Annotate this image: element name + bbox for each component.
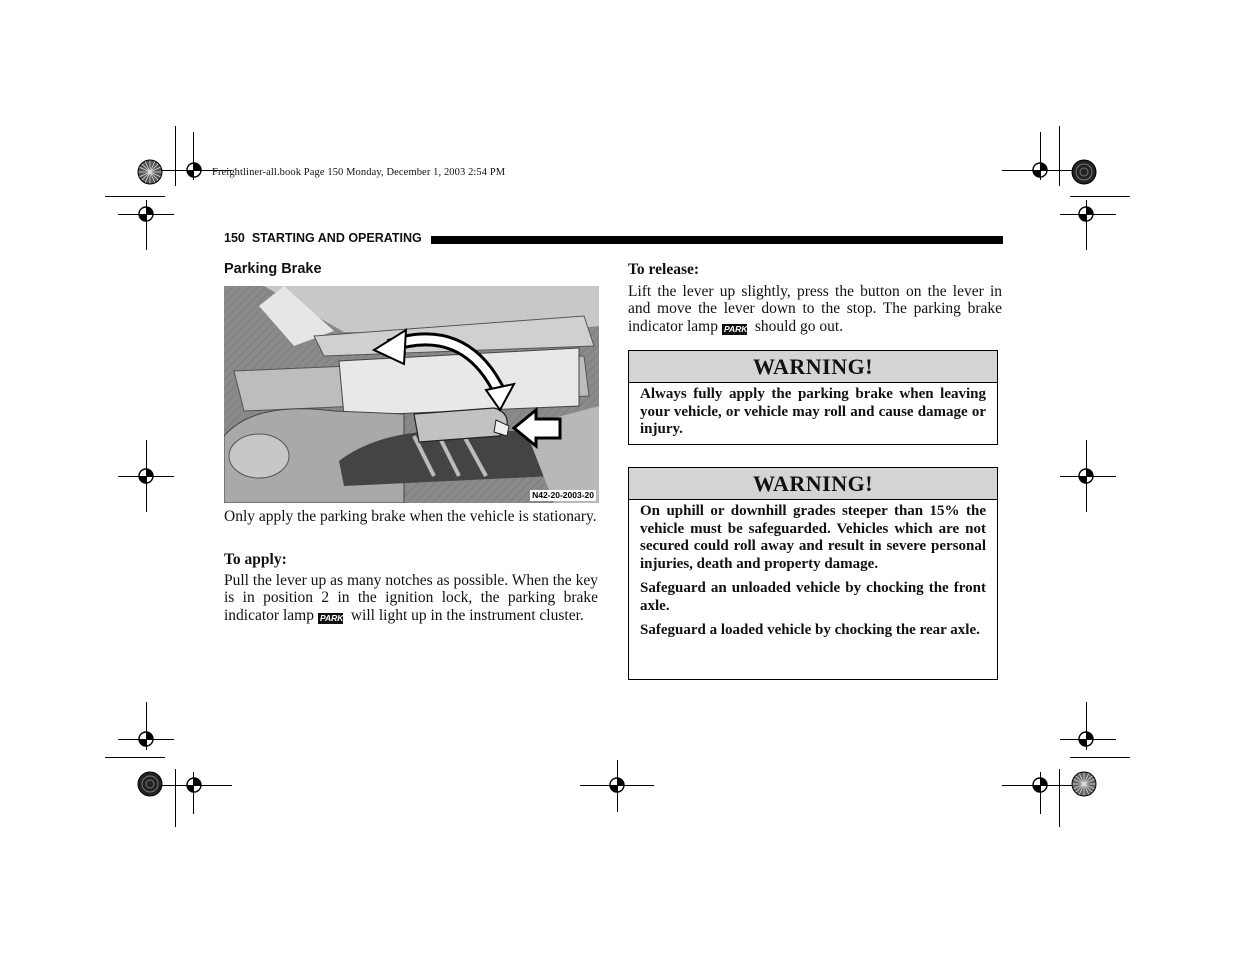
intro-paragraph: Only apply the parking brake when the vehicle is stationary. — [224, 508, 597, 525]
section-name: STARTING AND OPERATING — [251, 231, 422, 245]
color-rosette-icon — [137, 159, 163, 185]
registration-mark-icon — [184, 160, 204, 180]
color-rosette-icon — [137, 771, 163, 797]
running-header — [224, 231, 422, 245]
release-paragraph — [628, 283, 1002, 335]
apply-text-1: Pull the lever up as many notches as possible. When the key is in position 2 in the ignition lock, the parking brake indicator lamp — [224, 572, 598, 624]
registration-mark-icon — [184, 775, 204, 795]
figure-id: N42-20-2003-20 — [532, 490, 594, 500]
warning-box-1 — [628, 350, 998, 445]
registration-mark-icon — [1076, 204, 1096, 224]
apply-heading: To apply: — [224, 551, 287, 568]
warning-box-2 — [628, 467, 998, 680]
registration-mark-icon — [136, 466, 156, 486]
file-info: Freightliner-all.book Page 150 Monday, December 1, 2003 2:54 PM — [212, 167, 506, 178]
warning-text: Safeguard a loaded vehicle by chocking the rear axle. — [640, 622, 980, 638]
registration-mark-icon — [1030, 160, 1050, 180]
park-indicator-icon: PARK — [723, 323, 748, 334]
release-heading: To release: — [628, 261, 700, 278]
registration-mark-icon — [1030, 775, 1050, 795]
page-number: 150 — [224, 231, 245, 245]
apply-paragraph — [224, 572, 598, 624]
warning-title: WARNING! — [629, 468, 997, 500]
release-text-2: should go out. — [754, 317, 844, 335]
registration-mark-icon — [1076, 729, 1096, 749]
registration-mark-icon — [607, 775, 627, 795]
color-rosette-icon — [1071, 771, 1097, 797]
header-rule — [431, 236, 1003, 244]
registration-mark-icon — [136, 729, 156, 749]
warning-body — [629, 500, 997, 640]
warning-text: Safeguard an unloaded vehicle by chocking the front axle. — [640, 580, 986, 614]
warning-title: WARNING! — [629, 351, 997, 383]
warning-text: On uphill or downhill grades steeper than 15% the vehicle must be safeguarded. Vehicles which are not secured could roll away and result in severe personal injuries, death and property damage. — [640, 503, 986, 572]
section-title: Parking Brake — [224, 261, 322, 277]
release-text-1: Lift the lever up slightly, press the button on the lever in and move the lever down to the stop. The parking brake indicator lamp — [628, 283, 1002, 335]
registration-mark-icon — [1076, 466, 1096, 486]
registration-mark-icon — [136, 204, 156, 224]
parking-brake-illustration — [224, 286, 599, 503]
color-rosette-icon — [1071, 159, 1097, 185]
warning-text: Always fully apply the parking brake when leaving your vehicle, or vehicle may roll and cause damage or injury. — [640, 386, 986, 437]
park-indicator-icon: PARK — [319, 612, 344, 623]
warning-body — [629, 383, 997, 439]
parking-brake-figure — [224, 286, 599, 503]
apply-text-2: will light up in the instrument cluster. — [350, 606, 584, 624]
